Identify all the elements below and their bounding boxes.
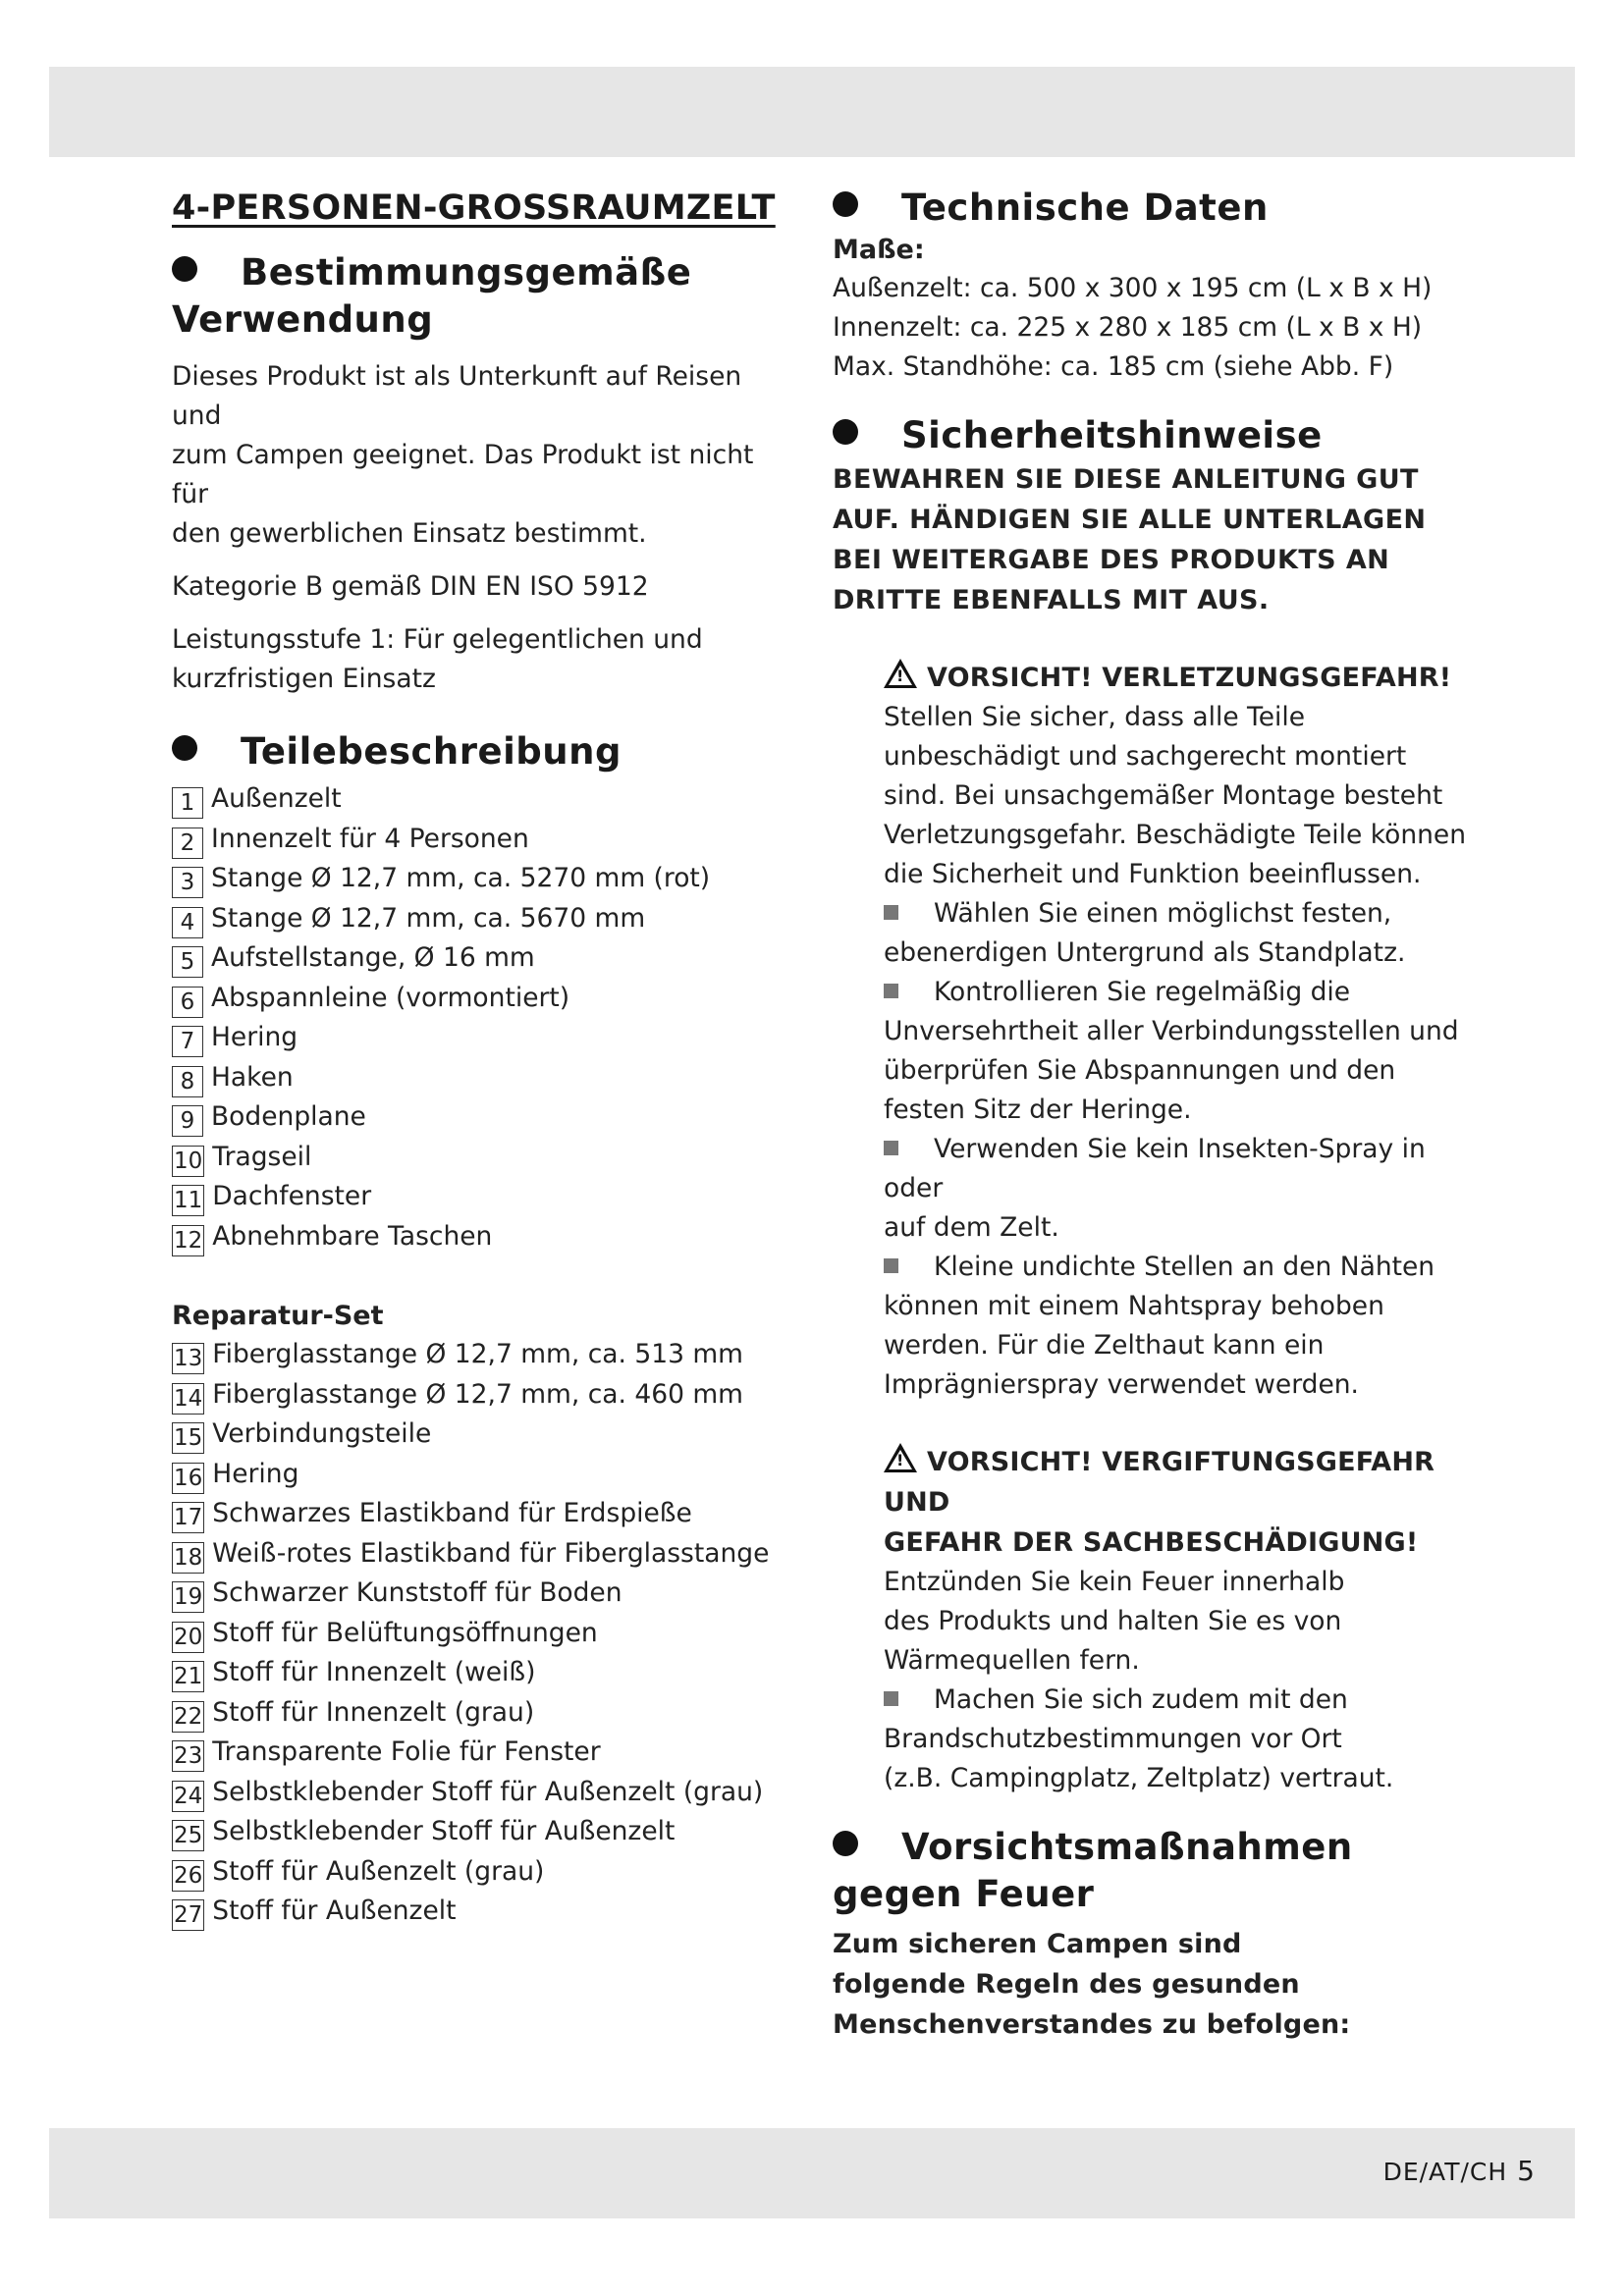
- list-item: 3 Stange Ø 12,7 mm, ca. 5270 mm (rot): [172, 859, 776, 899]
- dimensions-text: Außenzelt: ca. 500 x 300 x 195 cm (L x B x H) Innenzelt: ca. 225 x 280 x 185 cm (L x B x H) Max. Standhöhe: ca. 185 cm (siehe Abb. F): [833, 273, 1433, 382]
- page-number: 5: [1517, 2155, 1536, 2187]
- bullet-dot-icon: [833, 191, 858, 217]
- warning-triangle-icon: [884, 659, 917, 688]
- usage-heading: Bestimmungsgemäße Verwendung: [172, 251, 692, 341]
- list-item: 4 Stange Ø 12,7 mm, ca. 5670 mm: [172, 899, 776, 939]
- bullet-item: Kontrollieren Sie regelmäßig die Unversehrtheit aller Verbindungsstellen und überprüfen Sie Abspannungen und den festen Sitz der Heringe.: [884, 977, 1459, 1125]
- footer-band: [49, 2128, 1575, 2218]
- square-bullet-icon: [884, 984, 898, 998]
- repair-set-list: [172, 1335, 776, 1932]
- bullet-item: Verwenden Sie kein Insekten-Spray in oder auf dem Zelt.: [884, 1134, 1426, 1243]
- list-item: 17 Schwarzes Elastikband für Erdspieße: [172, 1494, 776, 1534]
- fire-intro: Zum sicheren Campen sind folgende Regeln des gesunden Menschenverstandes zu befolgen:: [833, 1929, 1351, 2040]
- list-item: 1 Außenzelt: [172, 779, 776, 820]
- safety-notice: BEWAHREN SIE DIESE ANLEITUNG GUT AUF. HÄNDIGEN SIE ALLE UNTERLAGEN BEI WEITERGABE DES PRODUKTS AN DRITTE EBENFALLS MIT AUS.: [833, 464, 1427, 615]
- bullet-dot-icon: [172, 256, 197, 282]
- square-bullet-icon: [884, 1691, 898, 1706]
- parts-list: [172, 779, 776, 1256]
- list-item: 9 Bodenplane: [172, 1097, 776, 1138]
- list-item: 15 Verbindungsteile: [172, 1415, 776, 1455]
- parts-heading: Teilebeschreibung: [121, 728, 776, 775]
- list-item: 24 Selbstklebender Stoff für Außenzelt (grau): [172, 1773, 776, 1813]
- list-item: 7 Hering: [172, 1018, 776, 1058]
- footer-region: DE/AT/CH: [1382, 2158, 1508, 2186]
- bullet-dot-icon: [833, 419, 858, 445]
- safety-heading: Sicherheitshinweise: [782, 412, 1481, 459]
- list-item: 5 Aufstellstange, Ø 16 mm: [172, 938, 776, 979]
- list-item: 14 Fiberglasstange Ø 12,7 mm, ca. 460 mm: [172, 1375, 776, 1415]
- list-item: 10 Tragseil: [172, 1138, 776, 1178]
- list-item: 21 Stoff für Innenzelt (weiß): [172, 1653, 776, 1693]
- fire-precautions-heading: Vorsichtsmaßnahmen gegen Feuer: [833, 1826, 1353, 1915]
- list-item: 23 Transparente Folie für Fenster: [172, 1733, 776, 1773]
- poisoning-warning: !VORSICHT! VERGIFTUNGSGEFAHR UND GEFAHR DER SACHBESCHÄDIGUNG! Entzünden Sie kein Feuer innerhalb des Produkts und halten Sie es von Wärmequellen fern. Machen Sie sich zudem mit den Brandschutzbestimmungen vor Ort (z.B. Campingplatz, Zeltplatz) vertraut.: [833, 1442, 1481, 1798]
- list-item: 12 Abnehmbare Taschen: [172, 1217, 776, 1257]
- list-item: 26 Stoff für Außenzelt (grau): [172, 1852, 776, 1893]
- list-item: 27 Stoff für Außenzelt: [172, 1892, 776, 1932]
- bullet-item: Machen Sie sich zudem mit den Brandschutzbestimmungen vor Ort (z.B. Campingplatz, Zeltplatz) vertraut.: [884, 1684, 1394, 1793]
- list-item: 25 Selbstklebender Stoff für Außenzelt: [172, 1812, 776, 1852]
- usage-paragraph: Dieses Produkt ist als Unterkunft auf Reisen und zum Campen geeignet. Das Produkt ist nicht für den gewerblichen Einsatz bestimmt.: [172, 361, 754, 549]
- list-item: 11 Dachfenster: [172, 1177, 776, 1217]
- list-item: 13 Fiberglasstange Ø 12,7 mm, ca. 513 mm: [172, 1335, 776, 1375]
- header-band: [49, 67, 1575, 157]
- list-item: 20 Stoff für Belüftungsöffnungen: [172, 1614, 776, 1654]
- category-text: Kategorie B gemäß DIN EN ISO 5912: [172, 571, 649, 602]
- square-bullet-icon: [884, 1258, 898, 1273]
- performance-text: Leistungsstufe 1: Für gelegentlichen und kurzfristigen Einsatz: [172, 624, 703, 694]
- square-bullet-icon: [884, 905, 898, 920]
- list-item: 8 Haken: [172, 1058, 776, 1098]
- page-footer: [1383, 2155, 1536, 2187]
- bullet-item: Wählen Sie einen möglichst festen, ebenerdigen Untergrund als Standplatz.: [884, 898, 1406, 968]
- tech-heading: Technische Daten: [782, 185, 1481, 232]
- list-item: 18 Weiß-rotes Elastikband für Fiberglasstange: [172, 1534, 776, 1575]
- dimensions-subheading: Maße:: [833, 235, 925, 265]
- square-bullet-icon: [884, 1141, 898, 1155]
- list-item: 22 Stoff für Innenzelt (grau): [172, 1693, 776, 1734]
- bullet-dot-icon: [833, 1831, 858, 1856]
- list-item: 19 Schwarzer Kunststoff für Boden: [172, 1574, 776, 1614]
- list-item: 6 Abspannleine (vormontiert): [172, 979, 776, 1019]
- page-title: 4-PERSONEN-GROSSRAUMZELT: [172, 188, 776, 228]
- bullet-dot-icon: [172, 735, 197, 761]
- repair-set-heading: Reparatur-Set: [172, 1301, 384, 1331]
- list-item: 2 Innenzelt für 4 Personen: [172, 820, 776, 860]
- right-column: [833, 177, 1481, 2045]
- warning-triangle-icon: [884, 1443, 917, 1472]
- warning-text: Entzünden Sie kein Feuer innerhalb des Produkts und halten Sie es von Wärmequellen fern.: [884, 1567, 1345, 1676]
- bullet-item: Kleine undichte Stellen an den Nähten können mit einem Nahtspray behoben werden. Für die Zelthaut kann ein Imprägnierspray verwendet werden.: [884, 1252, 1435, 1400]
- warning-text: Stellen Sie sicher, dass alle Teile unbeschädigt und sachgerecht montiert sind. Bei unsachgemäßer Montage besteht Verletzungsgefahr. Beschädigte Teile können die Sicherheit und Funktion beeinflussen.: [884, 702, 1467, 889]
- injury-warning: !VORSICHT! VERLETZUNGSGEFAHR! Stellen Sie sicher, dass alle Teile unbeschädigt und sachgerecht montiert sind. Bei unsachgemäßer Montage besteht Verletzungsgefahr. Beschädigte Teile können die Sicherheit und Funktion beeinflussen. Wählen Sie einen möglichst festen, ebenerdigen Untergrund als Standplatz. Kontrollieren Sie regelmäßig die Unversehrtheit aller Verbindungsstellen und überprüfen Sie Abspannungen und den festen Sitz der Heringe. Verwenden Sie kein Insekten-Spray in oder auf dem Zelt. Kleine undichte Stellen an den Nähten können mit einem Nahtspray behoben werden. Für die Zelthaut kann ein Imprägnierspray verwendet werden.: [833, 658, 1481, 1405]
- left-column: [172, 177, 776, 1932]
- list-item: 16 Hering: [172, 1455, 776, 1495]
